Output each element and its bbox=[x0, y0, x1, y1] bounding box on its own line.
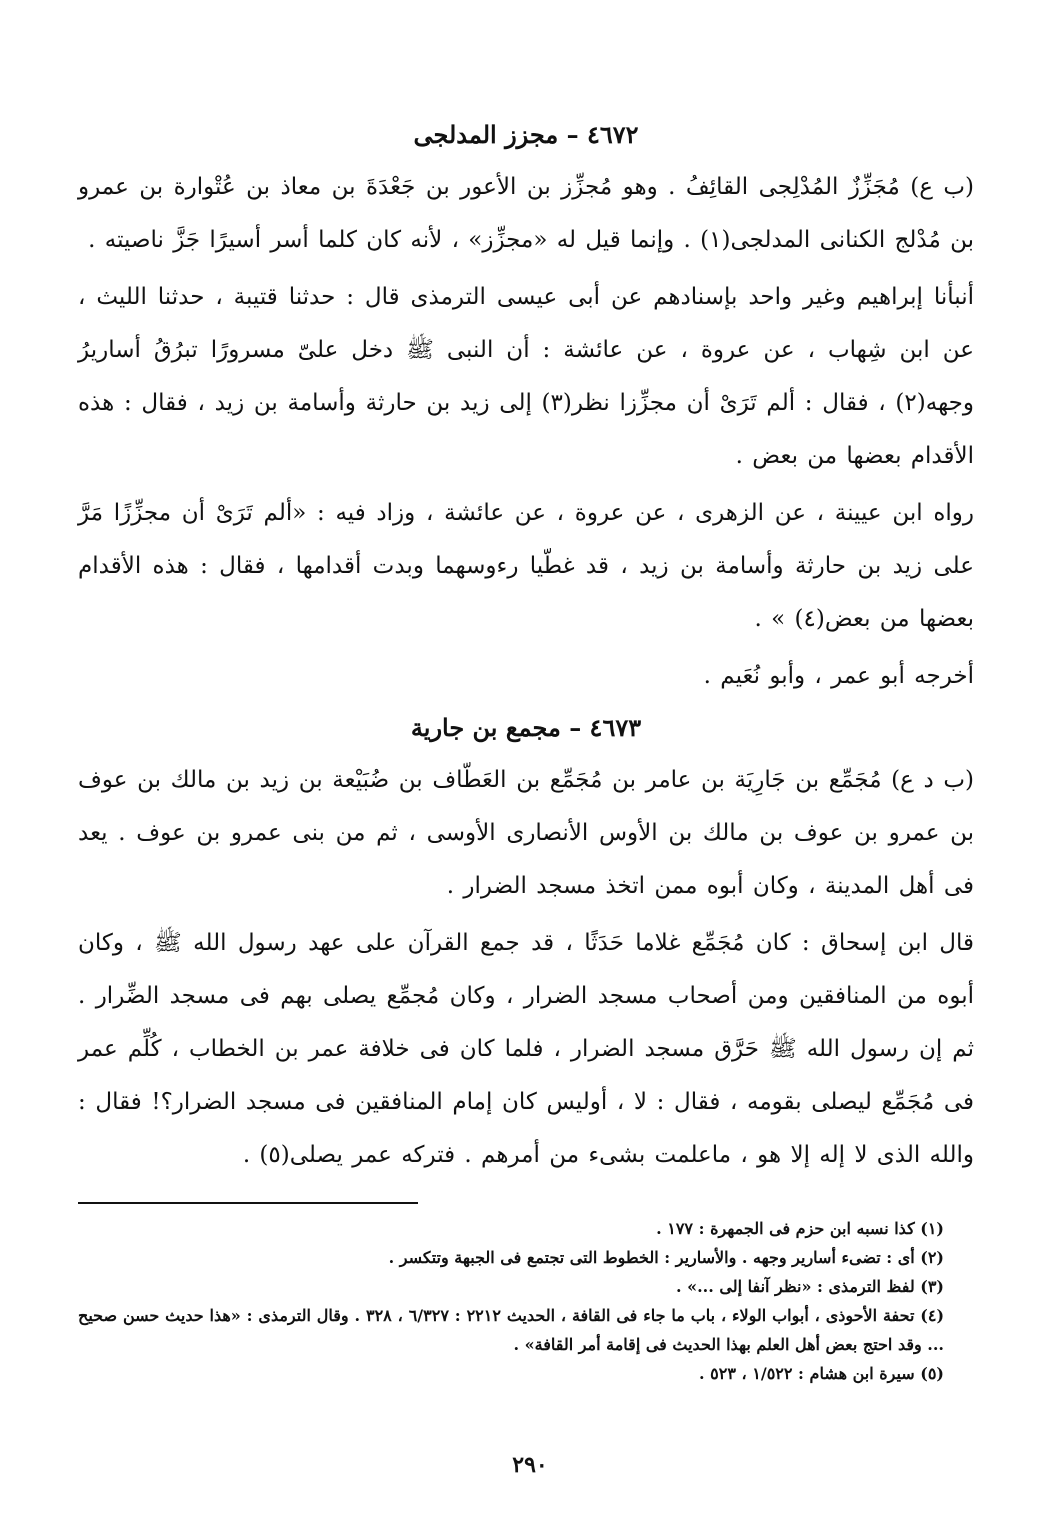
footnote-4: (٤) تحفة الأحوذى ، أبواب الولاء ، باب ما جاء فى القافة ، الحديث ٢٢١٢ : ٦/٣٢٧ ، ٣٢٨ . وقال الترمذى : «هذا حديث حسن صحيح ... وقد احتج بعض أهل العلم بهذا الحديث فى إقامة أمر القافة» . bbox=[78, 1306, 945, 1354]
entry-heading-4672: ٤٦٧٢ – مجزز المدلجى bbox=[413, 120, 639, 149]
entry-4672-intro: (ب ع) مُجَزِّزٌ المُدْلِجى القائِفُ . وهو مُجزِّز بن الأعور بن جَعْدَةَ بن معاذ بن عُتْوارة بن عمرو بن مُدْلج الكنانى المدلجى(١) . وإنما قيل له «مجزِّز» ، لأنه كان كلما أسر أسيرًا جَزَّ ناصيته . bbox=[78, 174, 974, 253]
footnote-5: (٥) سيرة ابن هشام : ١/٥٢٢ ، ٥٢٣ . bbox=[699, 1364, 944, 1383]
entry-heading-4673: ٤٦٧٣ – مجمع بن جارية bbox=[410, 713, 642, 742]
entry-4672-hadith: أنبأنا إبراهيم وغير واحد بإسنادهم عن أبى عيسى الترمذى قال : حدثنا قتيبة ، حدثنا الليث ، عن ابن شِهاب ، عن عروة ، عن عائشة : أن النبى ﷺ دخل علىّ مسرورًا تبرُقُ أساريرُ وجهه(٢) ، فقال : ألم تَرَىْ أن مجزِّزا نظر(٣) إلى زيد بن حارثة وأسامة بن زيد ، فقال : هذه الأقدام بعضها من بعض . bbox=[78, 284, 974, 469]
footnote-2: (٢) أى : تضىء أسارير وجهه . والأسارير : الخطوط التى تجتمع فى الجبهة وتتكسر . bbox=[388, 1248, 944, 1267]
footnote-3: (٣) لفظ الترمذى : «نظر آنفا إلى ...» . bbox=[675, 1277, 944, 1296]
page-number: ٢٩٠ bbox=[512, 1452, 548, 1478]
entry-4672-sources: أخرجه أبو عمر ، وأبو نُعَيم . bbox=[703, 663, 974, 689]
entry-4673-narration: قال ابن إسحاق : كان مُجَمِّع غلاما حَدَثًا ، قد جمع القرآن على عهد رسول الله ﷺ ، وكان أبوه من المنافقين ومن أصحاب مسجد الضرار ، وكان مُجمِّع يصلى بهم فى مسجد الضِّرار . ثم إن رسول الله ﷺ حَرَّق مسجد الضرار ، فلما كان فى خلافة عمر بن الخطاب ، كُلِّم عمر فى مُجَمِّع ليصلى بقومه ، فقال : لا ، أوليس كان إمام المنافقين فى مسجد الضرار؟! فقال : والله الذى لا إله إلا هو ، ماعلمت بشىء من أمرهم . فتركه عمر يصلى(٥) . bbox=[78, 930, 974, 1168]
entry-4673-intro: (ب د ع) مُجَمِّع بن جَارِيَة بن عامر بن مُجَمِّع بن العَطّاف بن ضُبَيْعة بن زيد بن مالك بن عوف بن عمرو بن عوف بن مالك بن الأوس الأنصارى الأوسى ، ثم من بنى عمرو بن عوف . يعد فى أهل المدينة ، وكان أبوه ممن اتخذ مسجد الضرار . bbox=[78, 767, 974, 899]
footnotes bbox=[78, 1214, 974, 1388]
footnote-divider bbox=[78, 1202, 418, 1204]
entry-4672-variant: رواه ابن عيينة ، عن الزهرى ، عن عروة ، عن عائشة ، وزاد فيه : «ألم تَرَىْ أن مجزِّزًا مَرَّ على زيد بن حارثة وأسامة بن زيد ، قد غطّيا رءوسهما وبدت أقدامها ، فقال : هذه الأقدام بعضها من بعض(٤) » . bbox=[78, 500, 974, 632]
footnote-1: (١) كذا نسبه ابن حزم فى الجمهرة : ١٧٧ . bbox=[656, 1219, 944, 1238]
